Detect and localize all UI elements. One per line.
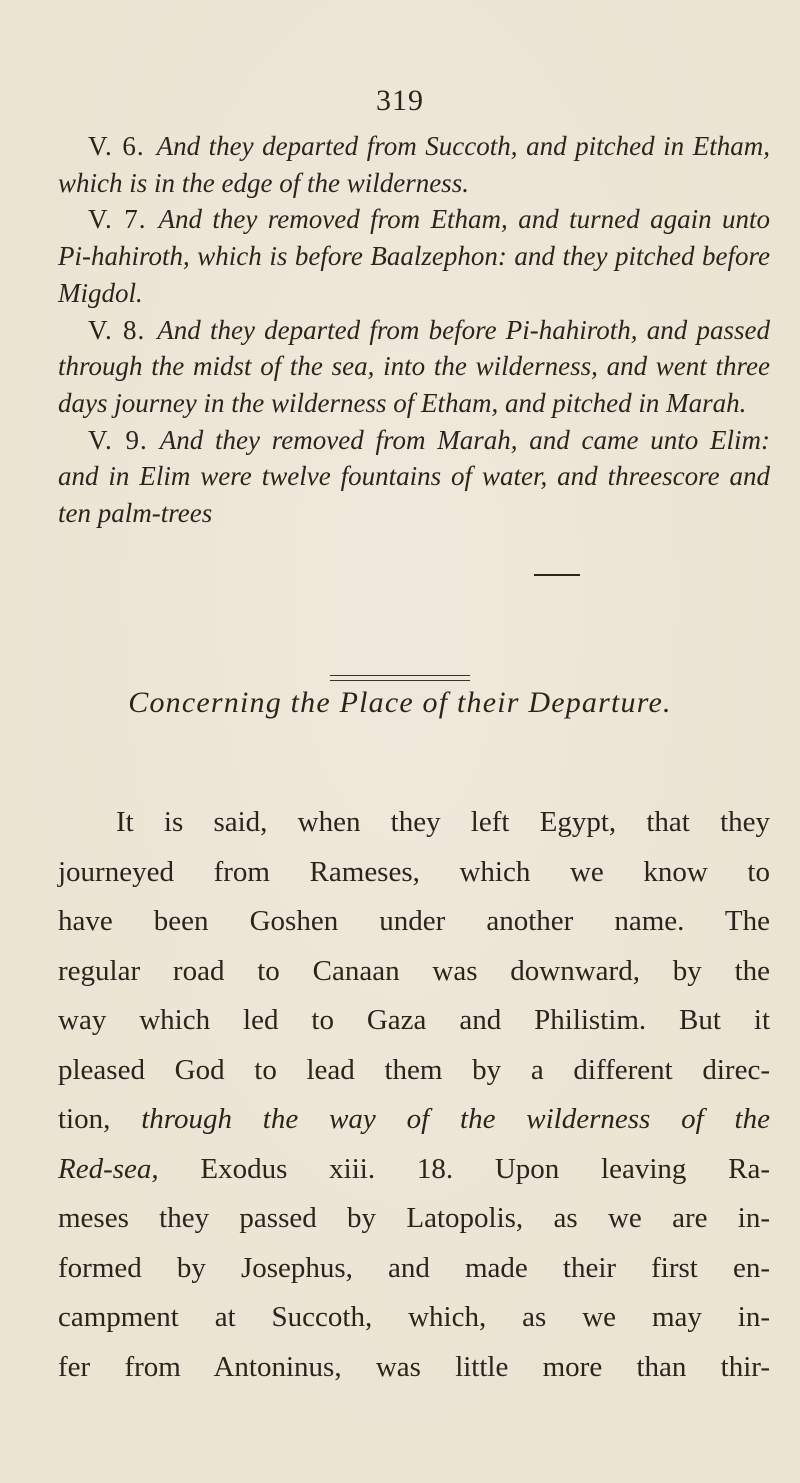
text-line: regular road to Canaan was downward, by the bbox=[58, 954, 770, 987]
verse-text: And they removed from Marah, and came unto Elim: and in Elim were twelve fountains of water, and threescore and ten palm-trees bbox=[58, 424, 770, 529]
text-line: pleased God to lead them by a different direc- bbox=[58, 1053, 770, 1086]
text-line: formed by Josephus, and made their first en- bbox=[58, 1251, 770, 1284]
text-line: meses they passed by Latopolis, as we are in- bbox=[58, 1202, 770, 1234]
section-heading: Concerning the Place of their Departure. bbox=[128, 686, 672, 719]
verse-number: V. 7. bbox=[88, 204, 147, 235]
text-line: campment at Succoth, which, as we may in- bbox=[58, 1301, 770, 1333]
verse-6 bbox=[58, 128, 770, 201]
italic-phrase: through the way of the wilderness of the bbox=[141, 1103, 770, 1135]
text-line: It is said, when they left Egypt, that they bbox=[116, 806, 770, 838]
page-number: 319 bbox=[376, 84, 424, 117]
body-paragraph bbox=[58, 798, 770, 1392]
verse-text: And they departed from Succoth, and pitched in Etham, which is in the edge of the wilderness. bbox=[58, 131, 770, 198]
scripture-verses bbox=[58, 128, 770, 532]
section-divider bbox=[330, 675, 470, 681]
verse-text: And they departed from before Pi-hahiroth, and passed through the midst of the sea, into the wilderness, and went three days journey in the wilderness of Etham, and pitched in Marah. bbox=[58, 314, 770, 418]
text-line: have been Goshen under another name. The bbox=[58, 905, 770, 937]
italic-phrase: Red-sea, bbox=[58, 1152, 159, 1185]
verse-8 bbox=[58, 312, 770, 422]
text-line: tion, through the way of the wilderness of the bbox=[58, 1103, 770, 1135]
text-line: journeyed from Rameses, which we know to bbox=[58, 855, 770, 888]
verse-number: V. 9. bbox=[88, 424, 148, 455]
verse-number: V. 8. bbox=[88, 314, 146, 345]
verse-text: And they removed from Etham, and turned again unto Pi-hahiroth, which is before Baalzephon: and they pitched before Migdol. bbox=[58, 204, 770, 308]
text-line: Red-sea, Exodus xiii. 18. Upon leaving Ra- bbox=[58, 1152, 770, 1185]
text-line: fer from Antoninus, was little more than thir- bbox=[58, 1350, 770, 1383]
text-line: way which led to Gaza and Philistim. But it bbox=[58, 1004, 770, 1036]
verse-number: V. 6. bbox=[88, 131, 145, 161]
verse-7 bbox=[58, 201, 770, 311]
end-dash bbox=[534, 574, 580, 576]
verse-9 bbox=[58, 422, 770, 532]
